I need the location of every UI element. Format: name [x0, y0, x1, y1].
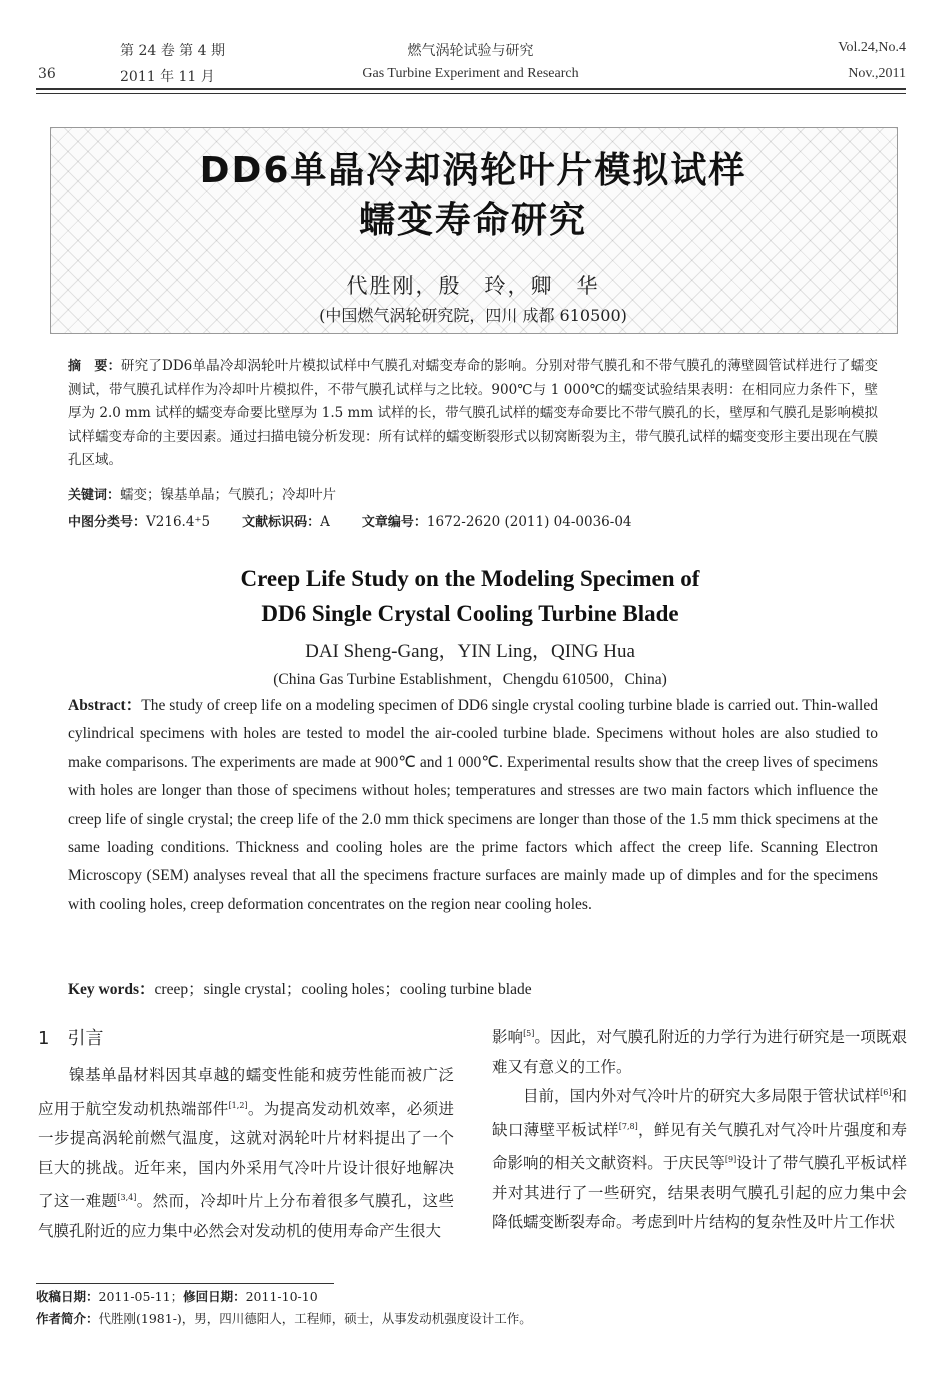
body-right-text-4: 和缺口薄壁平板试样 [492, 1087, 907, 1139]
bio-value: 代胜刚(1981-)，男，四川德阳人，工程师，硕士，从事发动机强度设计工作。 [98, 1311, 532, 1326]
abstract-cn-label: 摘 要： [68, 359, 121, 374]
keywords-cn-label: 关键词： [68, 488, 121, 503]
abstract-en-label: Abstract： [68, 697, 142, 714]
title-cn-line1: DD6单晶冷却涡轮叶片模拟试样 [199, 150, 747, 191]
revised-value: 2011-10-10 [245, 1289, 318, 1304]
body-right-paragraph-1 [492, 1019, 907, 1082]
authors-en: DAI Sheng-Gang，YIN Ling，QING Hua [305, 641, 635, 662]
header-date-cn: 2011 年 11 月 [120, 69, 215, 85]
keywords-cn [68, 484, 878, 508]
body-right-paragraph-2 [492, 1078, 907, 1238]
title-cn-line2: 蠕变寿命研究 [358, 200, 587, 241]
citation-ref: [1,2] [228, 1100, 248, 1110]
body-right-text-1: 影响 [492, 1028, 524, 1047]
keywords-cn-text: 蠕变；镍基单晶；气膜孔；冷却叶片 [120, 487, 337, 503]
affiliation-en: (China Gas Turbine Establishment，Chengdu 610500，China) [273, 671, 667, 688]
footnote-rule [36, 1283, 334, 1284]
citation-ref: [7,8] [618, 1121, 638, 1131]
clc-label: 中图分类号： [68, 515, 147, 530]
page-number: 36 [38, 66, 56, 82]
article-number-value: 1672-2620 (2011) 04-0036-04 [426, 514, 632, 530]
authors-cn: 代胜刚，殷 玲，卿 华 [346, 274, 600, 298]
abstract-en [68, 692, 878, 919]
received-value: 2011-05-11； [98, 1289, 184, 1304]
body-left-text-1: 镍基单晶材料因其卓越的蠕变性能和疲劳性能而被广泛应用于航空发动机热端部件 [38, 1066, 454, 1118]
body-right-text-5: ，鲜见有关气膜孔对气冷叶片强度和寿命影响的相关文献资料。于庆民等 [492, 1120, 907, 1173]
abstract-en-text: The study of creep life on a modeling specimen of DD6 single crystal cooling turbine blade is carried out. Thin-walled cylindrical specimens with holes are tested to model the air-cooled turbine blade. Specimens without holes are also studied to make comparisons. The experiments are made at 900℃ and 1 000℃. Experimental results show that the creep lives of specimens with holes are longer than those of specimens without holes; temperatures and stresses are two main factors which influence the creep life of single crystal; the creep life of the 2.0 mm thick specimens are longer than those of the 1.5 mm thick specimens at the same loading conditions. Thickness and cooling holes are the prime factors which affect the creep life. Scanning Electron Microscopy (SEM) analyses reveal that all the specimens fracture surfaces are mainly made up of dimples and for the specimens with cooling holes, creep deformation concentrates on the region near cooling holes. [68, 697, 878, 913]
citation-ref: [6] [880, 1088, 892, 1097]
keywords-en-text: creep；single crystal；cooling holes；cooling turbine blade [154, 981, 532, 998]
abstract-cn [68, 355, 878, 473]
header-rule-thin [36, 93, 906, 94]
header-date-en: Nov.,2011 [848, 66, 906, 81]
footnote-author-bio [36, 1309, 532, 1327]
affiliation-cn: (中国燃气涡轮研究院，四川 成都 610500) [319, 306, 627, 325]
header-journal-cn: 燃气涡轮试验与研究 [407, 43, 534, 59]
citation-ref: [9] [724, 1155, 737, 1165]
citation-ref: [3,4] [117, 1193, 137, 1203]
abstract-cn-text: 研究了DD6单晶冷却涡轮叶片模拟试样中气膜孔对蠕变寿命的影响。分别对带气膜孔和不带气膜孔的薄壁圆管试样进行了蠕变测试，带气膜孔试样作为冷却叶片模拟件，不带气膜孔试样与之比较。900℃与 1 000℃的蠕变试验结果表明：在相同应力条件下，壁厚为 2.0 mm 试样的蠕变寿命要比壁厚为 1.5 mm 试样的长，带气膜孔试样的蠕变寿命要比不带气膜孔的长，壁厚和气膜孔是影响模拟试样蠕变寿命的主要因素。通过扫描电镜分析发现：所有试样的蠕变断裂形式以韧窝断裂为主，带气膜孔试样的蠕变变形主要出现在气膜孔区域。 [68, 358, 878, 468]
keywords-en-label: Key words： [68, 981, 155, 998]
title-en-line2: DD6 Single Crystal Cooling Turbine Blade [261, 601, 679, 626]
body-left-paragraph [38, 1061, 454, 1246]
revised-label: 修回日期： [183, 1289, 246, 1304]
classification-line [68, 511, 878, 535]
title-en-line1: Creep Life Study on the Modeling Specimen of [240, 566, 700, 591]
keywords-en [68, 976, 878, 1004]
header-journal-en: Gas Turbine Experiment and Research [362, 66, 579, 81]
doc-code-label: 文献标识码： [242, 515, 321, 530]
clc-value: V216.4⁺5 [146, 514, 211, 530]
body-right-text-3: 目前，国内外对气冷叶片的研究大多局限于管状试样 [523, 1087, 881, 1106]
article-number-label: 文章编号： [361, 515, 427, 530]
header-vol-issue-cn: 第 24 卷 第 4 期 [120, 43, 225, 59]
body-left-text-3: 。然而，冷却叶片上分布着很多气膜孔，这些气膜孔附近的应力集中必然会对发动机的使用寿命产生很大 [38, 1192, 454, 1240]
body-left-text-2: 。为提高发动机效率，必须进一步提高涡轮前燃气温度，这就对涡轮叶片材料提出了一个巨大的挑战。近年来，国内外采用气冷叶片设计很好地解决了这一难题 [38, 1099, 454, 1211]
footnote-dates [36, 1287, 318, 1305]
citation-ref: [5] [523, 1029, 535, 1038]
header-rule-thick [36, 88, 906, 90]
body-right-text-2: 。因此，对气膜孔附近的力学行为进行研究是一项既艰难又有意义的工作。 [492, 1028, 907, 1076]
body-right-text-6: 设计了带气膜孔平板试样并对其进行了一些研究，结果表明气膜孔引起的应力集中会降低蠕变断裂寿命。考虑到叶片结构的复杂性及叶片工作状 [492, 1154, 907, 1232]
doc-code-value: A [320, 514, 330, 530]
section-heading-introduction: 1 引言 [38, 1028, 104, 1049]
bio-label: 作者简介： [36, 1311, 99, 1326]
header-vol-issue-en: Vol.24,No.4 [838, 40, 906, 55]
received-label: 收稿日期： [36, 1289, 99, 1304]
